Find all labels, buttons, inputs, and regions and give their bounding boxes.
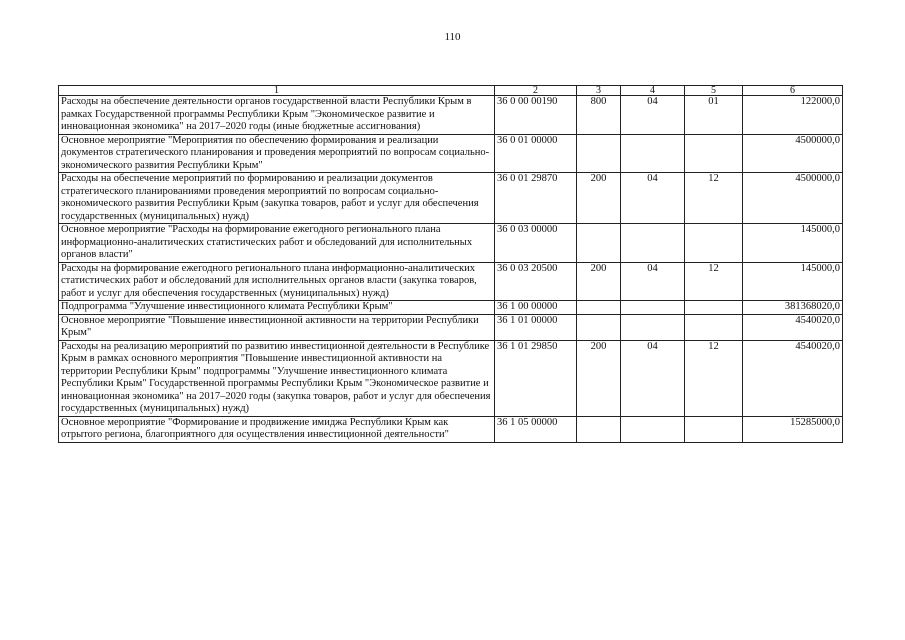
table-row: [59, 340, 843, 416]
row-col-5: 01: [685, 96, 743, 135]
row-code: 36 1 01 00000: [495, 314, 577, 340]
table-row: [59, 262, 843, 301]
row-col-4: 04: [621, 173, 685, 224]
row-col-5: 12: [685, 340, 743, 416]
row-col-3: [577, 301, 621, 315]
header-row: [59, 86, 843, 96]
header-col-2: 2: [495, 86, 577, 96]
row-code: 36 0 03 00000: [495, 224, 577, 263]
row-col-5: [685, 416, 743, 442]
row-col-3: 200: [577, 173, 621, 224]
row-code: 36 0 00 00190: [495, 96, 577, 135]
row-col-5: 12: [685, 262, 743, 301]
row-col-3: [577, 224, 621, 263]
row-name: Основное мероприятие "Мероприятия по обеспечению формирования и реализации документов стратегического планирования и проведения мероприятий по вопросам социально-экономического развития Республики Крым": [59, 134, 495, 173]
row-name: Основное мероприятие "Расходы на формирование ежегодного регионального плана информационно-аналитических статистических работ и обследований для исполнительных органов власти": [59, 224, 495, 263]
row-col-3: [577, 314, 621, 340]
table-row: [59, 416, 843, 442]
row-col-4: [621, 314, 685, 340]
row-amount: 145000,0: [743, 224, 843, 263]
row-col-3: 200: [577, 340, 621, 416]
row-amount: 145000,0: [743, 262, 843, 301]
table-row: [59, 314, 843, 340]
row-amount: 381368020,0: [743, 301, 843, 315]
table-row: [59, 301, 843, 315]
row-col-4: 04: [621, 262, 685, 301]
row-name: Расходы на формирование ежегодного регионального плана информационно-аналитических статистических работ и обследований для исполнительных органов власти (закупка товаров, работ и услуг для обеспечения государственных (муниципальных) нужд): [59, 262, 495, 301]
row-amount: 15285000,0: [743, 416, 843, 442]
row-name: Основное мероприятие "Повышение инвестиционной активности на территории Республики Крым": [59, 314, 495, 340]
row-col-5: [685, 224, 743, 263]
row-code: 36 0 01 00000: [495, 134, 577, 173]
header-col-6: 6: [743, 86, 843, 96]
row-col-4: [621, 134, 685, 173]
row-col-5: [685, 314, 743, 340]
row-code: 36 1 00 00000: [495, 301, 577, 315]
row-name: Расходы на обеспечение мероприятий по формированию и реализации документов стратегического планированиями проведения мероприятий по вопросам социально-экономического развития Республики Крым (закупка товаров, работ и услуг для обеспечения государственных (муниципальных) нужд): [59, 173, 495, 224]
row-name: Расходы на обеспечение деятельности органов государственной власти Республики Крым в рамках Государственной программы Республики Крым "Экономическое развитие и инновационная экономика" на 2017–2020 годы (иные бюджетные ассигнования): [59, 96, 495, 135]
row-col-4: 04: [621, 340, 685, 416]
row-amount: 122000,0: [743, 96, 843, 135]
row-code: 36 1 05 00000: [495, 416, 577, 442]
row-col-5: [685, 134, 743, 173]
row-col-4: 04: [621, 96, 685, 135]
header-col-3: 3: [577, 86, 621, 96]
header-col-5: 5: [685, 86, 743, 96]
row-amount: 4500000,0: [743, 134, 843, 173]
row-name: Основное мероприятие "Формирование и продвижение имиджа Республики Крым как отрытого региона, благоприятного для осуществления инвестиционной деятельности": [59, 416, 495, 442]
page-number: 110: [444, 31, 461, 43]
header-col-4: 4: [621, 86, 685, 96]
row-col-3: 200: [577, 262, 621, 301]
row-amount: 4500000,0: [743, 173, 843, 224]
row-code: 36 0 01 29870: [495, 173, 577, 224]
row-col-5: [685, 301, 743, 315]
row-name: Расходы на реализацию мероприятий по развитию инвестиционной деятельности в Республике Крым в рамках основного мероприятия "Повышение инвестиционной активности на территории Республики Крым" подпрограммы "Улучшение инвестиционного климата Республики Крым" Государственной программы Республики Крым "Экономическое развитие и инновационная экономика" на 2017–2020 годы (закупка товаров, работ и услуг для обеспечения государственных (муниципальных) нужд): [59, 340, 495, 416]
table-row: [59, 224, 843, 263]
table-row: [59, 173, 843, 224]
table-row: [59, 96, 843, 135]
row-col-3: 800: [577, 96, 621, 135]
row-col-5: 12: [685, 173, 743, 224]
table-row: [59, 134, 843, 173]
row-code: 36 1 01 29850: [495, 340, 577, 416]
budget-table: [58, 85, 843, 443]
row-col-3: [577, 416, 621, 442]
row-col-4: [621, 224, 685, 263]
row-col-3: [577, 134, 621, 173]
row-col-4: [621, 416, 685, 442]
header-col-1: 1: [59, 86, 495, 96]
row-col-4: [621, 301, 685, 315]
row-code: 36 0 03 20500: [495, 262, 577, 301]
row-amount: 4540020,0: [743, 340, 843, 416]
row-amount: 4540020,0: [743, 314, 843, 340]
row-name: Подпрограмма "Улучшение инвестиционного климата Республики Крым": [59, 301, 495, 315]
